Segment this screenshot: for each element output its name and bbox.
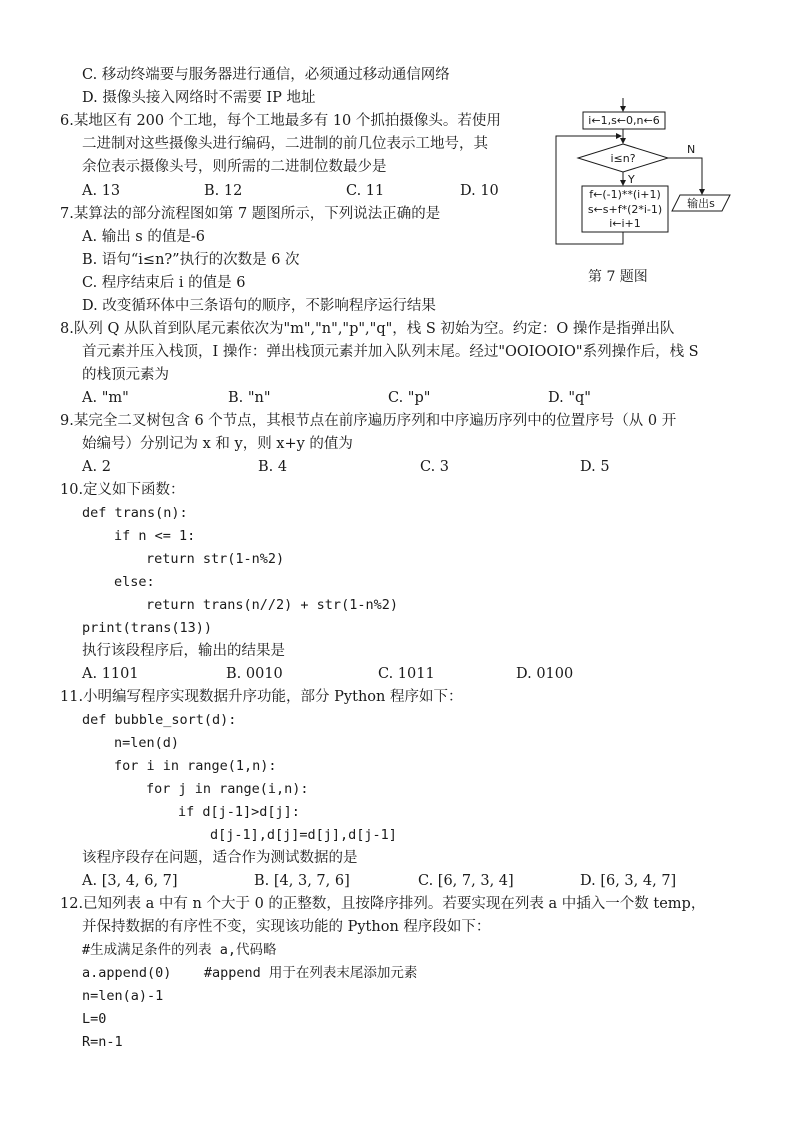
q7-option-c: C. 程序结束后 i 的值是 6 bbox=[82, 275, 246, 291]
q8-option-c: C. "p" bbox=[388, 390, 431, 406]
q11-code-line3: for i in range(1,n): bbox=[114, 758, 277, 774]
loop-body-line1: f←(-1)**(i+1) bbox=[589, 188, 661, 201]
q12-code-line4: L=0 bbox=[82, 1011, 107, 1027]
q7-option-a: A. 输出 s 的值是-6 bbox=[82, 229, 205, 245]
q12-code-line1: #生成满足条件的列表 a,代码略 bbox=[82, 942, 277, 958]
q10-option-b: B. 0010 bbox=[226, 666, 283, 682]
q10-code-line1: def trans(n): bbox=[82, 505, 188, 521]
q7-figure-caption: 第 7 题图 bbox=[588, 269, 648, 285]
yes-label: Y bbox=[628, 173, 635, 186]
q11-code-line6: d[j-1],d[j]=d[j],d[j-1] bbox=[210, 827, 397, 843]
q10-code-line2: if n <= 1: bbox=[114, 528, 196, 544]
q10-option-c: C. 1011 bbox=[378, 666, 435, 682]
q5-option-c: C. 移动终端要与服务器进行通信，必须通过移动通信网络 bbox=[82, 67, 450, 83]
q11-option-b: B. [4, 3, 7, 6] bbox=[254, 873, 350, 889]
q10-option-a: A. 1101 bbox=[82, 666, 139, 682]
q8-stem-line2: 首元素并压入栈顶，I 操作：弹出栈顶元素并加入队列末尾。经过"OOIOOIO"系列操作后，栈 S bbox=[82, 344, 699, 360]
q11-code-line4: for j in range(i,n): bbox=[146, 781, 309, 797]
q9-stem-line2: 始编号）分别记为 x 和 y，则 x+y 的值为 bbox=[82, 436, 353, 452]
q8-option-b: B. "n" bbox=[228, 390, 271, 406]
q7-stem: 7.某算法的部分流程图如第 7 题图所示，下列说法正确的是 bbox=[60, 206, 441, 222]
q6-option-b: B. 12 bbox=[204, 183, 243, 199]
q9-stem-line1: 9.某完全二叉树包含 6 个节点，其根节点在前序遍历序列和中序遍历序列中的位置序号（从 0 开 bbox=[60, 413, 677, 429]
q11-code-line1: def bubble_sort(d): bbox=[82, 712, 237, 728]
q10-code-line6: print(trans(13)) bbox=[82, 620, 213, 636]
q10-code-line5: return trans(n//2) + str(1-n%2) bbox=[146, 597, 398, 613]
q9-option-c: C. 3 bbox=[420, 459, 450, 475]
q12-code-line2: a.append(0) #append 用于在列表末尾添加元素 bbox=[82, 965, 418, 981]
q7-option-d: D. 改变循环体中三条语句的顺序，不影响程序运行结果 bbox=[82, 298, 436, 314]
q10-after: 执行该段程序后，输出的结果是 bbox=[82, 643, 285, 659]
q6-option-a: A. 13 bbox=[82, 183, 121, 199]
q12-stem-line1: 12.已知列表 a 中有 n 个大于 0 的正整数，且按降序排列。若要实现在列表 a 中插入一个数 temp， bbox=[60, 896, 706, 912]
q12-code-line5: R=n-1 bbox=[82, 1034, 123, 1050]
no-branch-line bbox=[668, 158, 702, 194]
q10-option-d: D. 0100 bbox=[516, 666, 574, 682]
q11-code-line2: n=len(d) bbox=[114, 735, 180, 751]
q11-stem: 11.小明编写程序实现数据升序功能，部分 Python 程序如下： bbox=[60, 689, 463, 705]
q10-code-line4: else: bbox=[114, 574, 155, 590]
q6-option-c: C. 11 bbox=[346, 183, 385, 199]
q8-stem-line3: 的栈顶元素为 bbox=[82, 367, 169, 383]
q11-option-a: A. [3, 4, 6, 7] bbox=[82, 873, 178, 889]
q7-flowchart bbox=[550, 96, 750, 258]
condition-label: i≤n? bbox=[610, 152, 636, 165]
q12-stem-line2: 并保持数据的有序性不变，实现该功能的 Python 程序段如下： bbox=[82, 919, 491, 935]
q11-after: 该程序段存在问题，适合作为测试数据的是 bbox=[82, 850, 358, 866]
output-label: 输出s bbox=[687, 197, 715, 210]
q9-option-a: A. 2 bbox=[82, 459, 111, 475]
loop-body-line3: i←i+1 bbox=[609, 217, 641, 230]
q9-option-b: B. 4 bbox=[258, 459, 288, 475]
q11-code-line5: if d[j-1]>d[j]: bbox=[178, 804, 300, 820]
q9-option-d: D. 5 bbox=[580, 459, 610, 475]
q6-option-d: D. 10 bbox=[460, 183, 499, 199]
q8-stem-line1: 8.队列 Q 从队首到队尾元素依次为"m","n","p","q"，栈 S 初始为空。约定：O 操作是指弹出队 bbox=[60, 321, 675, 337]
q6-stem-line1: 6.某地区有 200 个工地，每个工地最多有 10 个抓拍摄像头。若使用 bbox=[60, 113, 501, 129]
q12-code-line3: n=len(a)-1 bbox=[82, 988, 164, 1004]
q5-option-d: D. 摄像头接入网络时不需要 IP 地址 bbox=[82, 90, 316, 106]
no-label: N bbox=[687, 143, 696, 156]
q10-stem: 10.定义如下函数： bbox=[60, 482, 185, 498]
q8-option-a: A. "m" bbox=[82, 390, 129, 406]
q11-option-d: D. [6, 3, 4, 7] bbox=[580, 873, 677, 889]
q8-option-d: D. "q" bbox=[548, 390, 591, 406]
q6-stem-line3: 余位表示摄像头号，则所需的二进制位数最少是 bbox=[82, 159, 387, 175]
q10-code-line3: return str(1-n%2) bbox=[146, 551, 285, 567]
q11-option-c: C. [6, 7, 3, 4] bbox=[418, 873, 514, 889]
init-label: i←1,s←0,n←6 bbox=[588, 114, 660, 127]
loop-body-line2: s←s+f*(2*i-1) bbox=[587, 203, 663, 216]
q6-stem-line2: 二进制对这些摄像头进行编码，二进制的前几位表示工地号，其 bbox=[82, 136, 488, 152]
q7-option-b: B. 语句“i≤n?”执行的次数是 6 次 bbox=[82, 252, 300, 268]
